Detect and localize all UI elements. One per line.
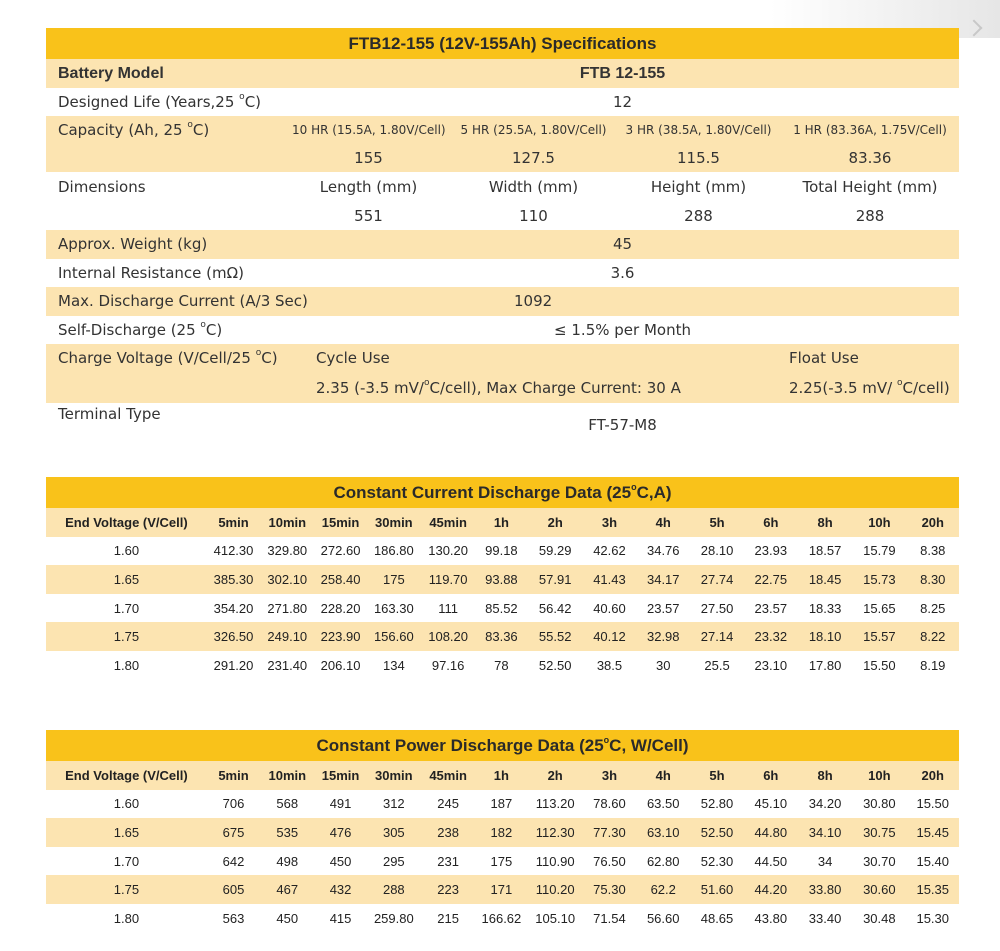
table-cell: 23.93 [744, 537, 798, 566]
capacity-value: 83.36 [781, 144, 959, 172]
table-cell: 62.80 [636, 847, 690, 876]
table-cell: 1.65 [46, 818, 207, 847]
table-cell: 215 [421, 904, 475, 933]
table-cell: 45.10 [744, 790, 798, 819]
charge-voltage-label: Charge Voltage (V/Cell/25 $^o$C) [46, 344, 286, 372]
table-cell: 1.60 [46, 537, 207, 566]
table-cell: 55.52 [528, 622, 583, 651]
dimension-header: Total Height (mm) [781, 172, 959, 202]
table-cell: 27.50 [690, 594, 743, 623]
table-cell: 63.50 [636, 790, 690, 819]
table-cell: 23.57 [744, 594, 798, 623]
weight-label: Approx. Weight (kg) [46, 230, 286, 259]
cycle-use-label: Cycle Use [286, 344, 781, 372]
table-cell: 32.98 [636, 622, 690, 651]
table-cell: 187 [475, 790, 527, 819]
table-cell: 18.45 [798, 565, 852, 594]
table-cell: 450 [314, 847, 366, 876]
table-cell: 245 [421, 790, 475, 819]
table-cell: 51.60 [690, 875, 743, 904]
table-cell: 605 [207, 875, 260, 904]
table-cell: 111 [421, 594, 475, 623]
table-cell: 34.17 [636, 565, 690, 594]
column-header: 2h [528, 508, 583, 537]
table-cell: 171 [475, 875, 527, 904]
table-cell: 432 [314, 875, 366, 904]
table-cell: 23.10 [744, 651, 798, 680]
table-cell: 23.32 [744, 622, 798, 651]
current-table-title: Constant Current Discharge Data (25$^o$C,A) [46, 477, 959, 508]
column-header: 3h [583, 508, 636, 537]
table-cell: 8.25 [907, 594, 959, 623]
column-header: 5h [690, 508, 743, 537]
table-cell: 563 [207, 904, 260, 933]
table-cell: 27.14 [690, 622, 743, 651]
terminal-value: FT-57-M8 [286, 403, 959, 434]
designed-life-row [46, 88, 959, 117]
table-cell: 108.20 [421, 622, 475, 651]
resistance-row [46, 259, 959, 288]
table-cell: 78 [475, 651, 527, 680]
self-discharge-label: Self-Discharge (25 $^o$C) [46, 316, 286, 345]
column-header: 6h [744, 508, 798, 537]
table-cell: 8.30 [907, 565, 959, 594]
table-row [46, 537, 959, 566]
table-cell: 1.70 [46, 847, 207, 876]
table-cell: 105.10 [528, 904, 583, 933]
table-cell: 56.60 [636, 904, 690, 933]
table-cell: 1.80 [46, 651, 207, 680]
table-cell: 34.20 [798, 790, 852, 819]
capacity-value: 155 [286, 144, 451, 172]
table-cell: 249.10 [260, 622, 314, 651]
column-header-row [46, 761, 959, 790]
table-cell: 110.20 [528, 875, 583, 904]
capacity-header-row [46, 116, 959, 144]
column-header: 5min [207, 508, 260, 537]
capacity-header: 5 HR (25.5A, 1.80V/Cell) [451, 116, 616, 144]
table-cell: 18.33 [798, 594, 852, 623]
column-header: 4h [636, 761, 690, 790]
specifications-table [46, 28, 959, 434]
table-cell: 78.60 [583, 790, 636, 819]
table-row [46, 790, 959, 819]
table-cell: 30.48 [852, 904, 906, 933]
table-row [46, 594, 959, 623]
dimension-value: 288 [616, 202, 781, 230]
table-cell: 34.76 [636, 537, 690, 566]
table-cell: 76.50 [583, 847, 636, 876]
table-cell: 52.30 [690, 847, 743, 876]
table-cell: 43.80 [744, 904, 798, 933]
table-cell: 206.10 [314, 651, 366, 680]
table-cell: 15.35 [907, 875, 960, 904]
table-cell: 15.30 [907, 904, 960, 933]
table-cell: 112.30 [528, 818, 583, 847]
table-cell: 1.75 [46, 875, 207, 904]
table-cell: 42.62 [583, 537, 636, 566]
table-cell: 312 [367, 790, 421, 819]
table-cell: 83.36 [475, 622, 527, 651]
capacity-header: 3 HR (38.5A, 1.80V/Cell) [616, 116, 781, 144]
table-cell: 8.22 [907, 622, 959, 651]
power-table-title: Constant Power Discharge Data (25$^o$C, W/Cell) [46, 730, 959, 761]
table-cell: 22.75 [744, 565, 798, 594]
constant-current-discharge-table [46, 477, 959, 680]
table-cell: 259.80 [367, 904, 421, 933]
column-header: 45min [421, 761, 475, 790]
table-cell: 568 [260, 790, 314, 819]
column-header: 15min [314, 761, 366, 790]
table-cell: 415 [314, 904, 366, 933]
table-cell: 1.60 [46, 790, 207, 819]
table-cell: 305 [367, 818, 421, 847]
capacity-header: 10 HR (15.5A, 1.80V/Cell) [286, 116, 451, 144]
table-cell: 706 [207, 790, 260, 819]
column-header: 6h [744, 761, 798, 790]
table-cell: 291.20 [207, 651, 260, 680]
table-cell: 272.60 [314, 537, 366, 566]
column-header: 20h [907, 761, 960, 790]
battery-model-value: FTB 12-155 [286, 59, 959, 88]
table-cell: 1.70 [46, 594, 207, 623]
table-cell: 77.30 [583, 818, 636, 847]
table-cell: 99.18 [475, 537, 527, 566]
capacity-value-row [46, 144, 959, 172]
table-cell: 85.52 [475, 594, 527, 623]
dimensions-value-row [46, 202, 959, 230]
table-cell: 15.79 [852, 537, 906, 566]
spec-title-row [46, 28, 959, 59]
current-title-row [46, 477, 959, 508]
float-use-value: 2.25(-3.5 mV/ $^o$C/cell) [781, 372, 959, 403]
table-cell: 110.90 [528, 847, 583, 876]
spec-title: FTB12-155 (12V-155Ah) Specifications [46, 28, 959, 59]
table-cell: 113.20 [528, 790, 583, 819]
table-cell: 163.30 [367, 594, 421, 623]
battery-model-label: Battery Model [46, 59, 286, 88]
column-header: 10min [260, 761, 314, 790]
table-row [46, 875, 959, 904]
table-cell: 75.30 [583, 875, 636, 904]
table-cell: 48.65 [690, 904, 743, 933]
table-cell: 175 [367, 565, 421, 594]
table-cell: 57.91 [528, 565, 583, 594]
table-cell: 33.40 [798, 904, 852, 933]
table-cell: 675 [207, 818, 260, 847]
table-cell: 93.88 [475, 565, 527, 594]
table-cell: 34 [798, 847, 852, 876]
column-header: 5min [207, 761, 260, 790]
table-cell: 271.80 [260, 594, 314, 623]
dimensions-header-row [46, 172, 959, 202]
table-cell: 59.29 [528, 537, 583, 566]
table-cell: 134 [367, 651, 421, 680]
table-cell: 71.54 [583, 904, 636, 933]
table-cell: 44.20 [744, 875, 798, 904]
table-cell: 15.50 [907, 790, 960, 819]
table-cell: 23.57 [636, 594, 690, 623]
column-header: 3h [583, 761, 636, 790]
table-cell: 97.16 [421, 651, 475, 680]
constant-power-discharge-table [46, 730, 959, 933]
table-cell: 1.65 [46, 565, 207, 594]
table-cell: 156.60 [367, 622, 421, 651]
table-cell: 231 [421, 847, 475, 876]
table-cell: 52.50 [528, 651, 583, 680]
table-cell: 476 [314, 818, 366, 847]
table-cell: 535 [260, 818, 314, 847]
table-cell: 33.80 [798, 875, 852, 904]
column-header: 20h [907, 508, 959, 537]
table-cell: 27.74 [690, 565, 743, 594]
column-header: 4h [636, 508, 690, 537]
table-cell: 223 [421, 875, 475, 904]
table-cell: 119.70 [421, 565, 475, 594]
column-header: 1h [475, 508, 527, 537]
dimension-header: Height (mm) [616, 172, 781, 202]
table-cell: 30.80 [852, 790, 906, 819]
table-cell: 40.60 [583, 594, 636, 623]
max-discharge-label: Max. Discharge Current (A/3 Sec) [46, 287, 451, 316]
resistance-label: Internal Resistance (mΩ) [46, 259, 286, 288]
dimension-header: Length (mm) [286, 172, 451, 202]
table-cell: 17.80 [798, 651, 852, 680]
table-cell: 62.2 [636, 875, 690, 904]
terminal-label: Terminal Type [46, 403, 286, 434]
table-cell: 491 [314, 790, 366, 819]
float-use-label: Float Use [781, 344, 959, 372]
table-cell: 56.42 [528, 594, 583, 623]
designed-life-label: Designed Life (Years,25 $^o$C) [46, 88, 286, 117]
table-cell: 63.10 [636, 818, 690, 847]
weight-row [46, 230, 959, 259]
table-cell: 288 [367, 875, 421, 904]
table-cell: 1.75 [46, 622, 207, 651]
dimensions-label: Dimensions [46, 172, 286, 202]
table-cell: 15.65 [852, 594, 906, 623]
table-cell: 258.40 [314, 565, 366, 594]
table-cell: 412.30 [207, 537, 260, 566]
terminal-row [46, 403, 959, 434]
max-discharge-row [46, 287, 959, 316]
table-cell: 15.40 [907, 847, 960, 876]
column-header: 2h [528, 761, 583, 790]
column-header: 10h [852, 761, 906, 790]
table-cell: 329.80 [260, 537, 314, 566]
max-discharge-value: 1092 [451, 287, 959, 316]
table-cell: 642 [207, 847, 260, 876]
column-header: 30min [367, 761, 421, 790]
table-cell: 182 [475, 818, 527, 847]
charge-voltage-value-row [46, 372, 959, 403]
table-cell: 175 [475, 847, 527, 876]
table-cell: 30.70 [852, 847, 906, 876]
dimension-value: 288 [781, 202, 959, 230]
table-cell: 166.62 [475, 904, 527, 933]
capacity-header: 1 HR (83.36A, 1.75V/Cell) [781, 116, 959, 144]
table-cell: 450 [260, 904, 314, 933]
table-cell: 295 [367, 847, 421, 876]
table-cell: 15.73 [852, 565, 906, 594]
table-row [46, 904, 959, 933]
table-cell: 15.57 [852, 622, 906, 651]
dimension-value: 110 [451, 202, 616, 230]
table-cell: 238 [421, 818, 475, 847]
column-header: 10h [852, 508, 906, 537]
table-cell: 186.80 [367, 537, 421, 566]
dimension-value: 551 [286, 202, 451, 230]
table-cell: 40.12 [583, 622, 636, 651]
table-cell: 28.10 [690, 537, 743, 566]
table-cell: 52.50 [690, 818, 743, 847]
column-header-row [46, 508, 959, 537]
table-cell: 326.50 [207, 622, 260, 651]
self-discharge-value: ≤ 1.5% per Month [286, 316, 959, 345]
column-header: 5h [690, 761, 743, 790]
battery-model-row [46, 59, 959, 88]
column-header: 15min [314, 508, 366, 537]
table-cell: 30.75 [852, 818, 906, 847]
column-header: 45min [421, 508, 475, 537]
table-cell: 44.50 [744, 847, 798, 876]
column-header: 1h [475, 761, 527, 790]
table-cell: 44.80 [744, 818, 798, 847]
table-cell: 223.90 [314, 622, 366, 651]
dimension-header: Width (mm) [451, 172, 616, 202]
table-cell: 498 [260, 847, 314, 876]
column-header: End Voltage (V/Cell) [46, 761, 207, 790]
weight-value: 45 [286, 230, 959, 259]
table-cell: 354.20 [207, 594, 260, 623]
table-cell: 25.5 [690, 651, 743, 680]
table-cell: 18.57 [798, 537, 852, 566]
cycle-use-value: 2.35 (-3.5 mV/$^o$C/cell), Max Charge Current: 30 A [286, 372, 781, 403]
table-cell: 228.20 [314, 594, 366, 623]
column-header: 10min [260, 508, 314, 537]
column-header: 30min [367, 508, 421, 537]
designed-life-value: 12 [286, 88, 959, 117]
capacity-label: Capacity (Ah, 25 $^o$C) [46, 116, 286, 144]
table-row [46, 565, 959, 594]
capacity-value: 127.5 [451, 144, 616, 172]
table-cell: 34.10 [798, 818, 852, 847]
table-cell: 1.80 [46, 904, 207, 933]
resistance-value: 3.6 [286, 259, 959, 288]
capacity-value: 115.5 [616, 144, 781, 172]
table-cell: 30.60 [852, 875, 906, 904]
table-row [46, 622, 959, 651]
table-cell: 15.45 [907, 818, 960, 847]
charge-voltage-header-row [46, 344, 959, 372]
table-cell: 38.5 [583, 651, 636, 680]
table-cell: 15.50 [852, 651, 906, 680]
column-header: 8h [798, 761, 852, 790]
table-cell: 302.10 [260, 565, 314, 594]
self-discharge-row [46, 316, 959, 345]
table-cell: 52.80 [690, 790, 743, 819]
column-header: 8h [798, 508, 852, 537]
table-cell: 18.10 [798, 622, 852, 651]
power-title-row [46, 730, 959, 761]
table-cell: 41.43 [583, 565, 636, 594]
table-row [46, 818, 959, 847]
table-cell: 30 [636, 651, 690, 680]
table-cell: 8.38 [907, 537, 959, 566]
table-cell: 385.30 [207, 565, 260, 594]
column-header: End Voltage (V/Cell) [46, 508, 207, 537]
table-row [46, 847, 959, 876]
table-cell: 467 [260, 875, 314, 904]
table-row [46, 651, 959, 680]
table-cell: 8.19 [907, 651, 959, 680]
table-cell: 130.20 [421, 537, 475, 566]
table-cell: 231.40 [260, 651, 314, 680]
